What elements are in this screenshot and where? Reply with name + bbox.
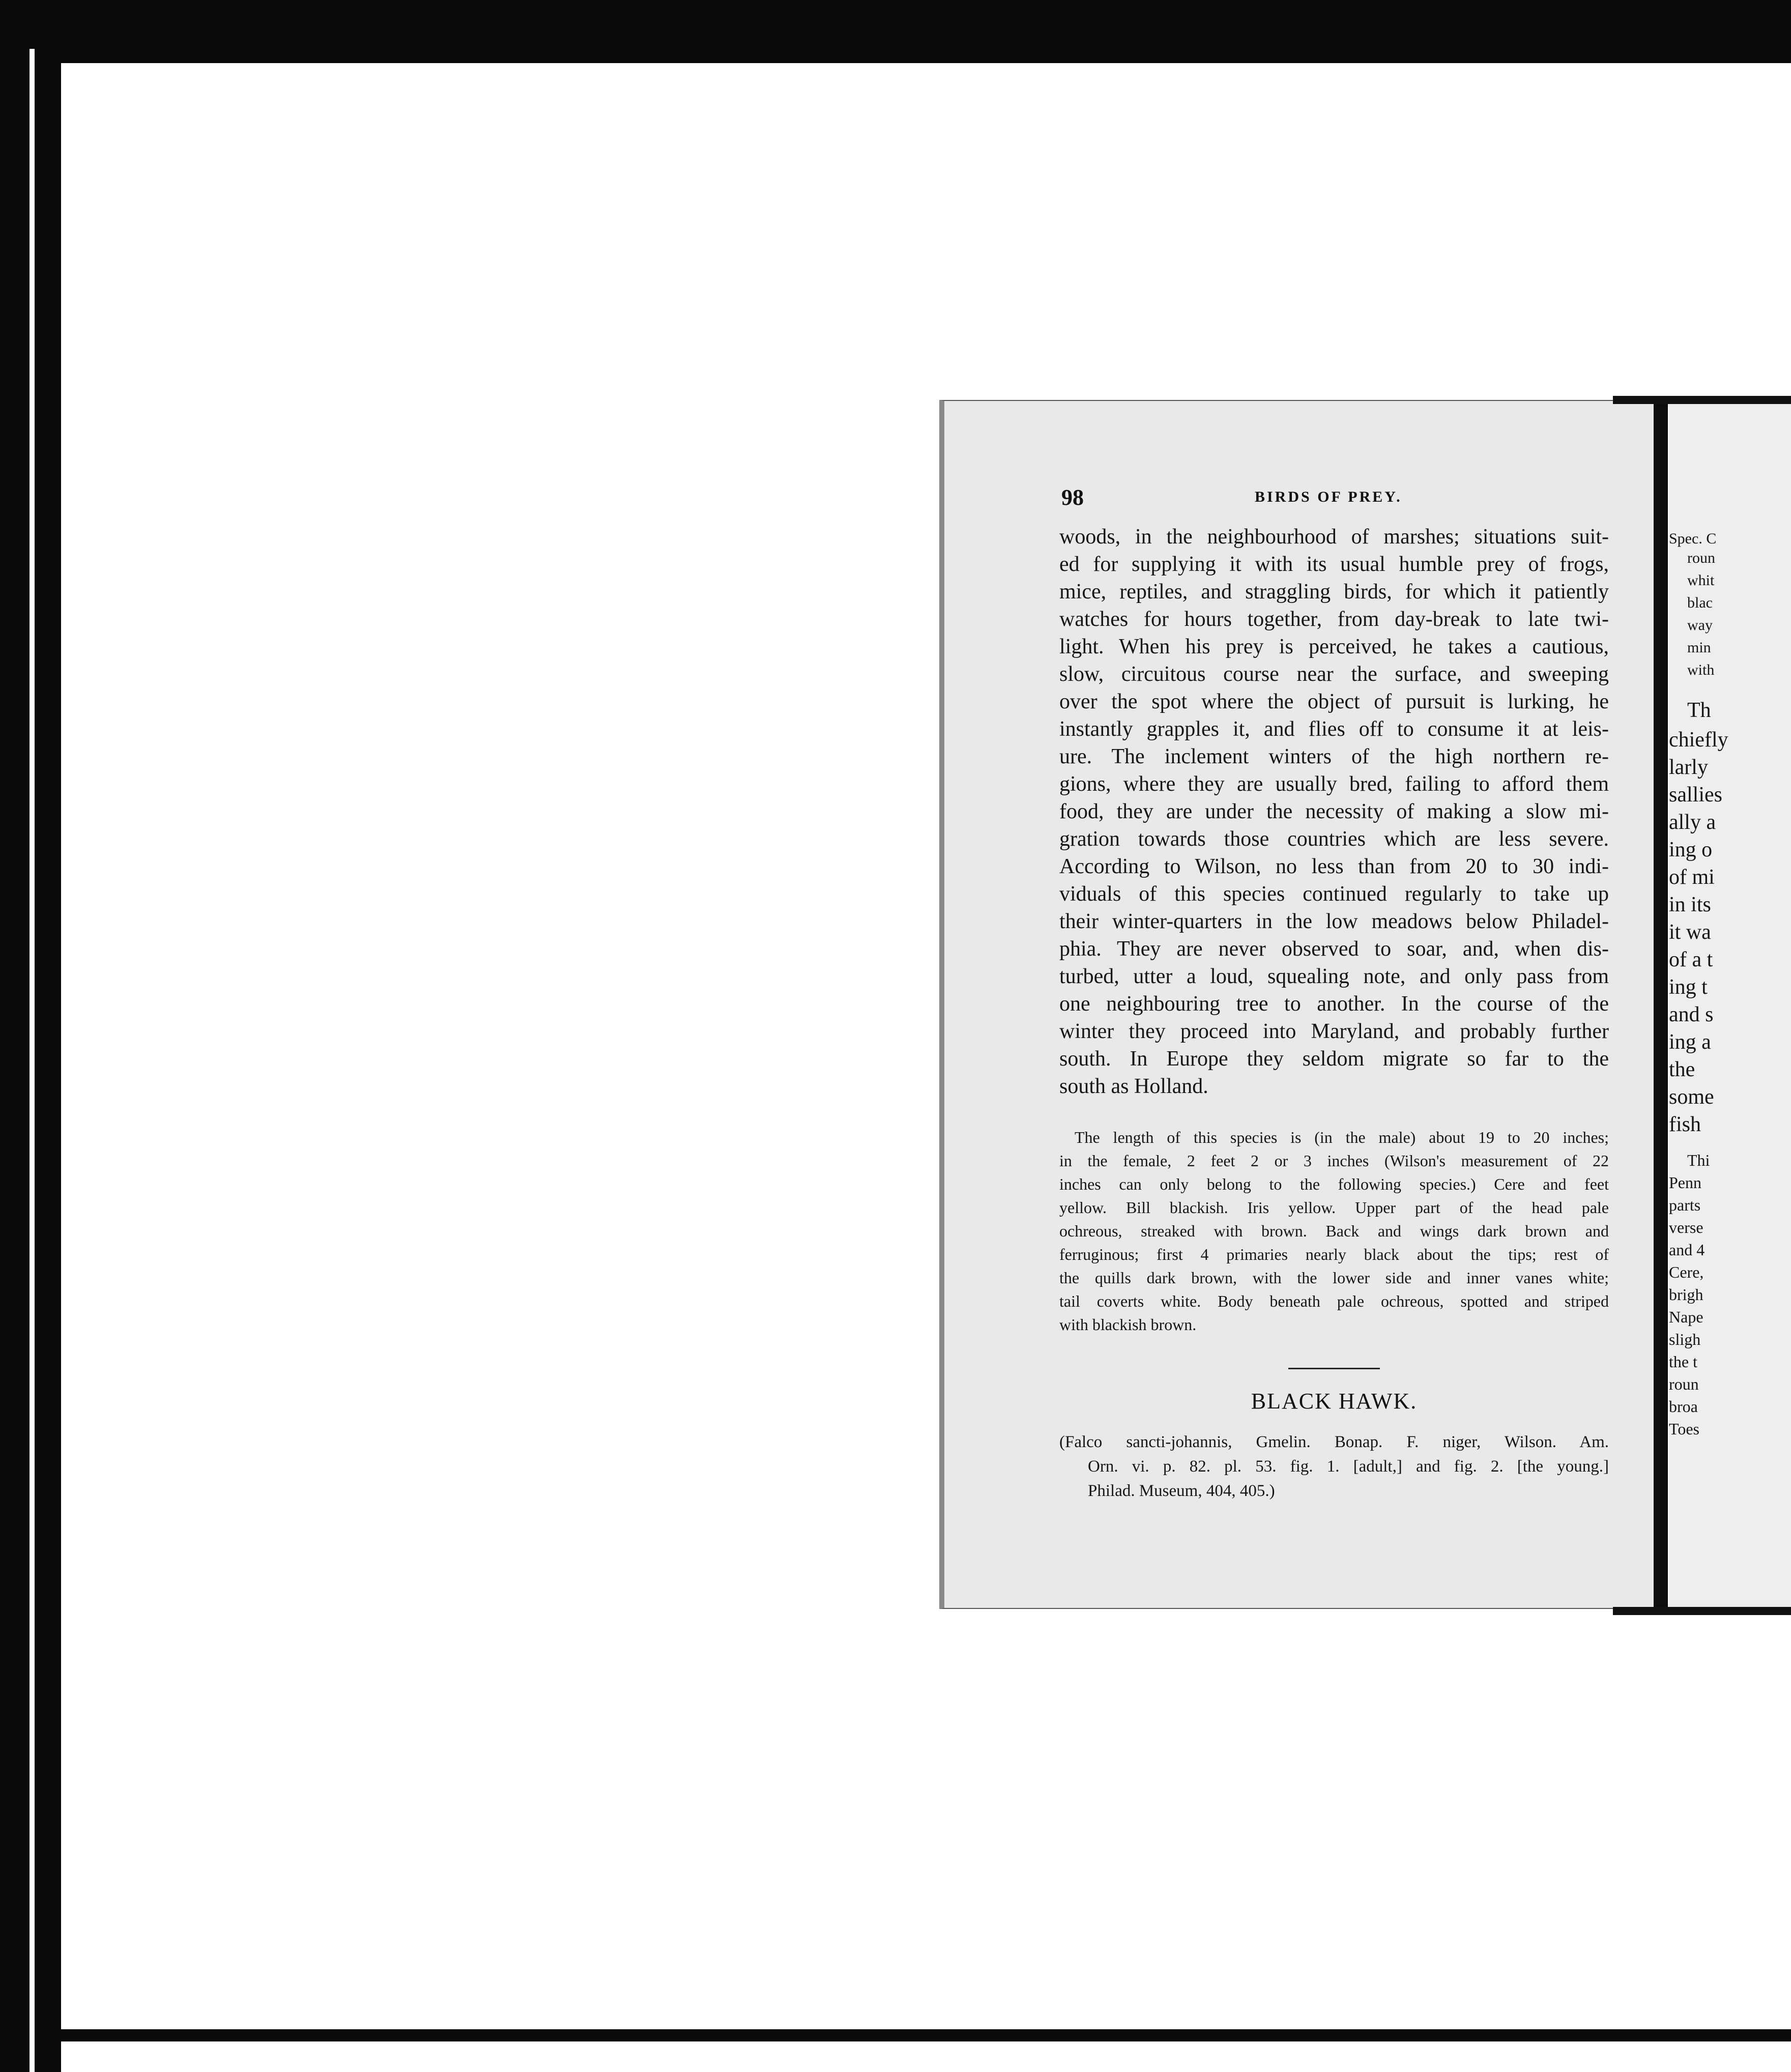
running-head xyxy=(1061,484,1596,510)
body-line: watches for hours together, from day-break to late twi- xyxy=(1059,608,1609,631)
note-line: ochreous, streaked with brown. Back and wings dark brown and xyxy=(1059,1222,1609,1240)
facing-line: larly xyxy=(1669,756,1708,779)
body-line: ure. The inclement winters of the high northern re- xyxy=(1059,745,1609,768)
facing-line: sallies xyxy=(1669,783,1722,807)
facing-line: whit xyxy=(1687,572,1715,589)
body-line: over the spot where the object of pursuit is lurking, he xyxy=(1059,690,1609,713)
facing-line: brigh xyxy=(1669,1285,1703,1304)
facing-line: min xyxy=(1687,639,1711,656)
synonymy-line: Orn. vi. p. 82. pl. 53. fig. 1. [adult,] and fig. 2. [the young.] xyxy=(1088,1457,1609,1476)
facing-line: Cere, xyxy=(1669,1263,1704,1281)
facing-line: and 4 xyxy=(1669,1241,1705,1259)
synonymy-block xyxy=(1059,1430,1609,1503)
body-line: instantly grapples it, and flies off to consume it at leis- xyxy=(1059,717,1609,741)
body-line: woods, in the neighbourhood of marshes; situations suit- xyxy=(1059,525,1609,549)
body-line: mice, reptiles, and straggling birds, for which it patiently xyxy=(1059,580,1609,603)
running-title: BIRDS OF PREY. xyxy=(1255,488,1402,505)
facing-line: Th xyxy=(1687,699,1711,722)
body-line: winter they proceed into Maryland, and probably further xyxy=(1059,1020,1609,1043)
film-border-top xyxy=(0,0,1791,49)
section-title: BLACK HAWK. xyxy=(1251,1389,1418,1414)
facing-line: Penn xyxy=(1669,1173,1701,1192)
facing-line: the xyxy=(1669,1058,1695,1081)
synonymy-line: Philad. Museum, 404, 405.) xyxy=(1088,1482,1275,1500)
facing-line: ing a xyxy=(1669,1030,1711,1054)
facing-line: some xyxy=(1669,1085,1714,1109)
facing-line: with xyxy=(1687,661,1715,678)
facing-line: sligh xyxy=(1669,1330,1701,1348)
film-border-inner-top xyxy=(35,49,1791,63)
note-line: ferruginous; first 4 primaries nearly black about the tips; rest of xyxy=(1059,1245,1609,1263)
facing-line: way xyxy=(1687,617,1713,634)
note-line: in the female, 2 feet 2 or 3 inches (Wilson's measurement of 22 xyxy=(1059,1152,1609,1170)
body-line: south as Holland. xyxy=(1059,1075,1208,1098)
body-line: ed for supplying it with its usual humble prey of frogs, xyxy=(1059,553,1609,576)
body-line: one neighbouring tree to another. In the course of the xyxy=(1059,992,1609,1016)
facing-line: chiefly xyxy=(1669,728,1728,752)
body-line: food, they are under the necessity of making a slow mi- xyxy=(1059,800,1609,823)
facing-line: of a t xyxy=(1669,948,1713,971)
facing-line: and s xyxy=(1669,1003,1714,1026)
body-paragraph xyxy=(1059,523,1609,1100)
facing-line: the t xyxy=(1669,1352,1697,1371)
facing-line: it wa xyxy=(1669,920,1711,944)
facing-line: of mi xyxy=(1669,866,1715,889)
book-page xyxy=(939,400,1659,1609)
film-border-left xyxy=(0,0,30,2072)
facing-line: broa xyxy=(1669,1397,1698,1416)
synonymy-line: (Falco sancti-johannis, Gmelin. Bonap. F. niger, Wilson. Am. xyxy=(1059,1433,1609,1451)
facing-line: Nape xyxy=(1669,1308,1703,1326)
body-line: gration towards those countries which are less severe. xyxy=(1059,827,1609,851)
note-line: yellow. Bill blackish. Iris yellow. Upper part of the head pale xyxy=(1059,1198,1609,1217)
facing-line: ing t xyxy=(1669,975,1708,999)
facing-line: in its xyxy=(1669,893,1711,916)
facing-line: ally a xyxy=(1669,811,1716,834)
body-line: turbed, utter a loud, squealing note, and only pass from xyxy=(1059,965,1609,988)
section-divider xyxy=(1288,1368,1380,1369)
facing-line: parts xyxy=(1669,1196,1701,1214)
page-number: 98 xyxy=(1061,485,1084,510)
facing-line: roun xyxy=(1687,550,1715,566)
description-note xyxy=(1059,1126,1609,1336)
body-line: According to Wilson, no less than from 20 to 30 indi- xyxy=(1059,855,1609,878)
facing-page-fragment xyxy=(1669,404,1791,1607)
book-edge-top xyxy=(1613,396,1791,404)
body-line: south. In Europe they seldom migrate so far to the xyxy=(1059,1047,1609,1071)
book-gutter xyxy=(1654,400,1668,1609)
body-line: their winter-quarters in the low meadows below Philadel- xyxy=(1059,910,1609,933)
facing-line: Thi xyxy=(1687,1151,1710,1169)
note-line: the quills dark brown, with the lower side and inner vanes white; xyxy=(1059,1269,1609,1287)
facing-line: roun xyxy=(1669,1375,1699,1393)
facing-line: ing o xyxy=(1669,838,1713,861)
film-border-bottom xyxy=(35,2029,1791,2041)
facing-line: fish xyxy=(1669,1113,1701,1136)
facing-line: blac xyxy=(1687,594,1713,611)
body-line: phia. They are never observed to soar, and, when dis- xyxy=(1059,937,1609,961)
facing-line: Toes xyxy=(1669,1420,1699,1438)
note-line: The length of this species is (in the male) about 19 to 20 inches; xyxy=(1075,1128,1609,1146)
film-border-left-inner xyxy=(35,49,61,2072)
body-line: slow, circuitous course near the surface, and sweeping xyxy=(1059,663,1609,686)
book-edge-bottom xyxy=(1613,1607,1791,1615)
facing-line: Spec. C xyxy=(1669,530,1717,547)
facing-line: verse xyxy=(1669,1218,1703,1236)
body-line: viduals of this species continued regularly to take up xyxy=(1059,882,1609,906)
body-line: light. When his prey is perceived, he takes a cautious, xyxy=(1059,635,1609,658)
note-line: with blackish brown. xyxy=(1059,1315,1197,1334)
body-line: gions, where they are usually bred, failing to afford them xyxy=(1059,772,1609,796)
note-line: tail coverts white. Body beneath pale ochreous, spotted and striped xyxy=(1059,1292,1609,1310)
note-line: inches can only belong to the following species.) Cere and feet xyxy=(1059,1175,1609,1193)
